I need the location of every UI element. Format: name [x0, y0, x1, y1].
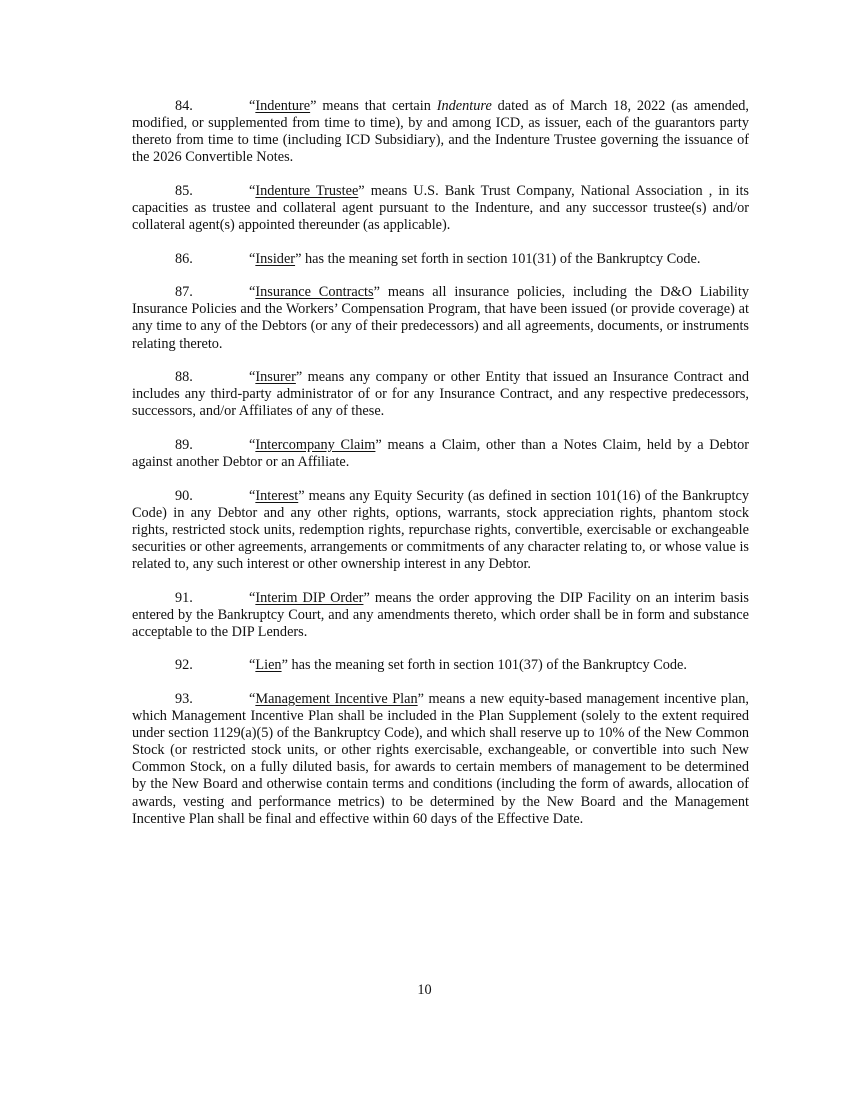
defined-term: Insurance Contracts	[255, 284, 374, 301]
definition-paragraph: 91. “Interim DIP Order” means the order approving the DIP Facility on an interim basis entered by the Bankruptcy Court, and any amendments thereto, which order shall be in form and substance acceptable to the DIP Lenders.	[132, 589, 750, 640]
defined-term: Management Incentive Plan	[255, 690, 418, 707]
definition-paragraph: 84. “Indenture” means that certain Indenture dated as of March 18, 2022 (as amended, modified, or supplemented from time to time), by and among ICD, as issuer, each of the guarantors party thereto from time to time (including ICD Subsidiary), and the Indenture Trustee governing the issuance of the 2026 Convertible Notes.	[132, 98, 749, 166]
paragraph-number: 85.	[175, 182, 193, 199]
paragraph-number: 88.	[175, 369, 193, 386]
paragraph-number: 86.	[175, 250, 193, 267]
definition-paragraph: 86. “Insider” has the meaning set forth in section 101(31) of the Bankruptcy Code.	[175, 250, 701, 267]
defined-term: Intercompany Claim	[255, 436, 376, 453]
defined-term: Indenture	[255, 98, 311, 114]
defined-term: Insurer	[255, 369, 296, 386]
definition-paragraph: 89. “Intercompany Claim” means a Claim, other than a Notes Claim, held by a Debtor against another Debtor or an Affiliate.	[132, 436, 749, 470]
italic-title: Indenture	[436, 98, 492, 114]
definition-text: means that certain	[316, 98, 437, 114]
definition-paragraph: 92. “Lien” has the meaning set forth in section 101(37) of the Bankruptcy Code.	[175, 657, 687, 674]
definition-text: means U.S. Bank Trust Company, National Association , in its capacities as trustee and collateral agent pursuant to the Indenture, and any successor trustee(s) and/or collateral agent(s) appointed thereunder (as applicable).	[132, 182, 749, 234]
definition-paragraph: 87. “Insurance Contracts” means all insurance policies, including the D&O Liability Insurance Policies and the Workers’ Compensation Program, that have been issued (or provide coverage) at any time to any of the Debtors (or any of their predecessors) and all agreements, documents, or instruments relating thereto.	[132, 284, 749, 352]
paragraph-number: 84.	[175, 98, 193, 114]
definition-text: means any Equity Security (as defined in section 101(16) of the Bankruptcy Code) in any Debtor and any other rights, options, warrants, stock appreciation rights, phantom stock rights, restricted stock units, redemption rights, repurchase rights, convertible, exercisable or exchangeable securities or other agreements, arrangements or commitments of any character relating to, or whose value is related to, any such interest or other ownership interest in any Debtor.	[132, 487, 749, 572]
definition-text: means any company or other Entity that issued an Insurance Contract and includes any third-party administrator of or for any Insurance Contract, and any respective predecessors, successors, and/or Affiliates of any of these.	[132, 369, 749, 420]
paragraph-number: 93.	[175, 690, 193, 707]
defined-term: Lien	[255, 657, 282, 674]
definition-text: has the meaning set forth in section 101(31) of the Bankruptcy Code.	[301, 250, 701, 267]
definition-paragraph: 93. “Management Incentive Plan” means a new equity-based management incentive plan, which Management Incentive Plan shall be included in the Plan Supplement (solely to the extent required under section 1129(a)(5) of the Bankruptcy Code), and which shall reserve up to 10% of the New Common Stock (or restricted stock units, or other rights exercisable, exchangeable, or convertible into such New Common Stock, on a fully diluted basis, for awards to certain members of management to be determined by the New Board and otherwise contain terms and conditions (including the form of awards, allocation of awards, vesting and performance metrics) to be determined by the New Board and the Management Incentive Plan shall be final and effective within 60 days of the Effective Date.	[132, 690, 749, 827]
paragraph-number: 87.	[175, 284, 193, 301]
page-number: 10	[417, 982, 432, 998]
paragraph-number: 91.	[175, 589, 193, 606]
definition-text: dated as of March 18, 2022 (as amended, modified, or supplemented from time to time), by and among ICD, as issuer, each of the guarantors party thereto from time to time (including ICD Subsidiary), and the Indenture Trustee governing the issuance of the 2026 Convertible Notes.	[132, 98, 749, 166]
defined-term: Insider	[255, 250, 296, 267]
definition-paragraph: 85. “Indenture Trustee” means U.S. Bank Trust Company, National Association , in its capacities as trustee and collateral agent pursuant to the Indenture, and any successor trustee(s) and/or collateral agent(s) appointed thereunder (as applicable).	[132, 182, 749, 234]
definition-text: has the meaning set forth in section 101(37) of the Bankruptcy Code.	[287, 657, 687, 674]
defined-term: Interest	[255, 487, 299, 504]
definition-paragraph: 90. “Interest” means any Equity Security (as defined in section 101(16) of the Bankruptcy Code) in any Debtor and any other rights, options, warrants, stock appreciation rights, phantom stock rights, restricted stock units, redemption rights, repurchase rights, convertible, exercisable or exchangeable securities or other agreements, arrangements or commitments of any character relating to, or whose value is related to, any such interest or other ownership interest in any Debtor.	[132, 487, 749, 572]
definition-text: means the order approving the DIP Facility on an interim basis entered by the Bankruptcy Court, and any amendments thereto, which order shall be in form and substance acceptable to the DIP Lenders.	[132, 589, 750, 640]
definition-paragraph: 88. “Insurer” means any company or other Entity that issued an Insurance Contract and includes any third-party administrator of or for any Insurance Contract, and any respective predecessors, successors, and/or Affiliates of any of these.	[132, 369, 749, 420]
paragraph-number: 89.	[175, 436, 193, 453]
definition-text: means all insurance policies, including the D&O Liability Insurance Policies and the Workers’ Compensation Program, that have been issued (or provide coverage) at any time to any of the Debtors (or any of their predecessors) and all agreements, documents, or instruments relating thereto.	[132, 284, 749, 352]
document-page	[132, 98, 749, 844]
definition-text: means a Claim, other than a Notes Claim, held by a Debtor against another Debtor or an Affiliate.	[132, 436, 749, 470]
paragraph-number: 90.	[175, 487, 193, 504]
definition-text: means a new equity-based management incentive plan, which Management Incentive Plan shall be included in the Plan Supplement (solely to the extent required under section 1129(a)(5) of the Bankruptcy Code), and which shall reserve up to 10% of the New Common Stock (or restricted stock units, or other rights exercisable, exchangeable, or convertible into such New Common Stock, on a fully diluted basis, for awards to certain members of management to be determined by the New Board and otherwise contain terms and conditions (including the form of awards, allocation of awards, vesting and performance metrics) to be determined by the New Board and the Management Incentive Plan shall be final and effective within 60 days of the Effective Date.	[132, 690, 749, 827]
defined-term: Indenture Trustee	[255, 182, 359, 199]
defined-term: Interim DIP Order	[255, 589, 364, 606]
paragraph-number: 92.	[175, 657, 193, 674]
